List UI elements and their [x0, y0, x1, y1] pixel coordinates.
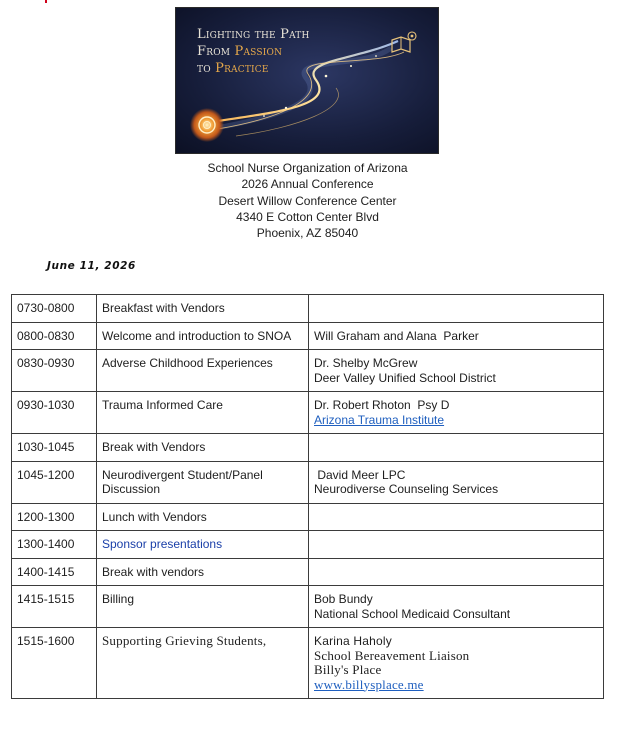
table-row: [12, 531, 604, 559]
time-cell: 1045-1200: [12, 461, 97, 503]
page-edge-mark: [45, 0, 47, 3]
time-cell: 1400-1415: [12, 558, 97, 586]
venue-name: Desert Willow Conference Center: [218, 193, 397, 208]
table-row: [12, 586, 604, 628]
event-cell: Adverse Childhood Experiences: [97, 350, 309, 392]
speaker-cell: [309, 558, 604, 586]
speaker-cell: [309, 295, 604, 323]
event-cell: Break with vendors: [97, 558, 309, 586]
table-row: [12, 558, 604, 586]
speaker-line: Bob Bundy: [314, 592, 373, 606]
time-cell: 1030-1045: [12, 434, 97, 462]
arizona-trauma-institute-link[interactable]: Arizona Trauma Institute: [314, 412, 445, 427]
speaker-cell: [309, 628, 604, 699]
time-cell: 0830-0930: [12, 350, 97, 392]
speaker-line: Will Graham and Alana Parker: [314, 328, 479, 343]
organization-name: School Nurse Organization of Arizona: [207, 161, 408, 175]
speaker-cell: [309, 531, 604, 559]
speaker-cell: [309, 461, 604, 503]
schedule-table: [11, 294, 604, 699]
billys-place-link[interactable]: www.billysplace.me: [314, 676, 424, 692]
table-row: [12, 295, 604, 323]
event-cell: Supporting Grieving Students,: [97, 628, 309, 699]
speaker-line: David Meer LPC: [314, 467, 406, 482]
speaker-line: National School Medicaid Consultant: [314, 606, 511, 621]
speaker-cell: [309, 350, 604, 392]
speaker-line: Billy's Place: [314, 662, 382, 677]
table-row: [12, 461, 604, 503]
time-cell: 1300-1400: [12, 531, 97, 559]
table-row: [12, 350, 604, 392]
banner-title-line2b: Passion: [234, 44, 283, 59]
conference-address-block: [0, 160, 615, 241]
speaker-cell: [309, 392, 604, 434]
conference-date: June 11, 2026: [47, 260, 136, 272]
event-cell: Sponsor presentations: [97, 531, 309, 559]
city-state-zip: Phoenix, AZ 85040: [256, 226, 359, 241]
banner-title: [197, 26, 310, 77]
conference-banner: [175, 7, 439, 154]
street-address: 4340 E Cotton Center Blvd: [236, 209, 379, 224]
event-line: Discussion: [102, 482, 161, 496]
speaker-cell: [309, 503, 604, 531]
time-cell: 0730-0800: [12, 295, 97, 323]
speaker-line: School Bereavement Liaison: [314, 647, 470, 663]
time-cell: 1415-1515: [12, 586, 97, 628]
table-row: [12, 392, 604, 434]
table-row: [12, 322, 604, 350]
time-cell: 0800-0830: [12, 322, 97, 350]
banner-title-line2a: From: [197, 44, 235, 59]
event-cell: Billing: [97, 586, 309, 628]
event-cell: [97, 461, 309, 503]
event-line: Neurodivergent Student/Panel: [102, 467, 263, 482]
speaker-line: Neurodiverse Counseling Services: [314, 482, 499, 496]
speaker-cell: [309, 434, 604, 462]
speaker-line: Dr. Shelby McGrew: [314, 356, 418, 370]
banner-title-line3b: Practice: [215, 61, 269, 76]
speaker-line: Deer Valley Unified School District: [314, 370, 496, 385]
speaker-cell: [309, 586, 604, 628]
event-cell: Welcome and introduction to SNOA: [97, 322, 309, 350]
speaker-cell: [309, 322, 604, 350]
banner-title-line1: Lighting the Path: [197, 27, 310, 42]
banner-title-line3a: to: [197, 61, 216, 76]
time-cell: 1515-1600: [12, 628, 97, 699]
event-cell: Breakfast with Vendors: [97, 295, 309, 323]
conference-name: 2026 Annual Conference: [241, 177, 374, 192]
event-cell: Lunch with Vendors: [97, 503, 309, 531]
event-cell: Trauma Informed Care: [97, 392, 309, 434]
table-row: [12, 503, 604, 531]
table-row: [12, 628, 604, 699]
table-row: [12, 434, 604, 462]
event-cell: Break with Vendors: [97, 434, 309, 462]
time-cell: 0930-1030: [12, 392, 97, 434]
time-cell: 1200-1300: [12, 503, 97, 531]
speaker-line: Karina Haholy: [314, 634, 392, 648]
speaker-line: Dr. Robert Rhoton Psy D: [314, 398, 450, 412]
